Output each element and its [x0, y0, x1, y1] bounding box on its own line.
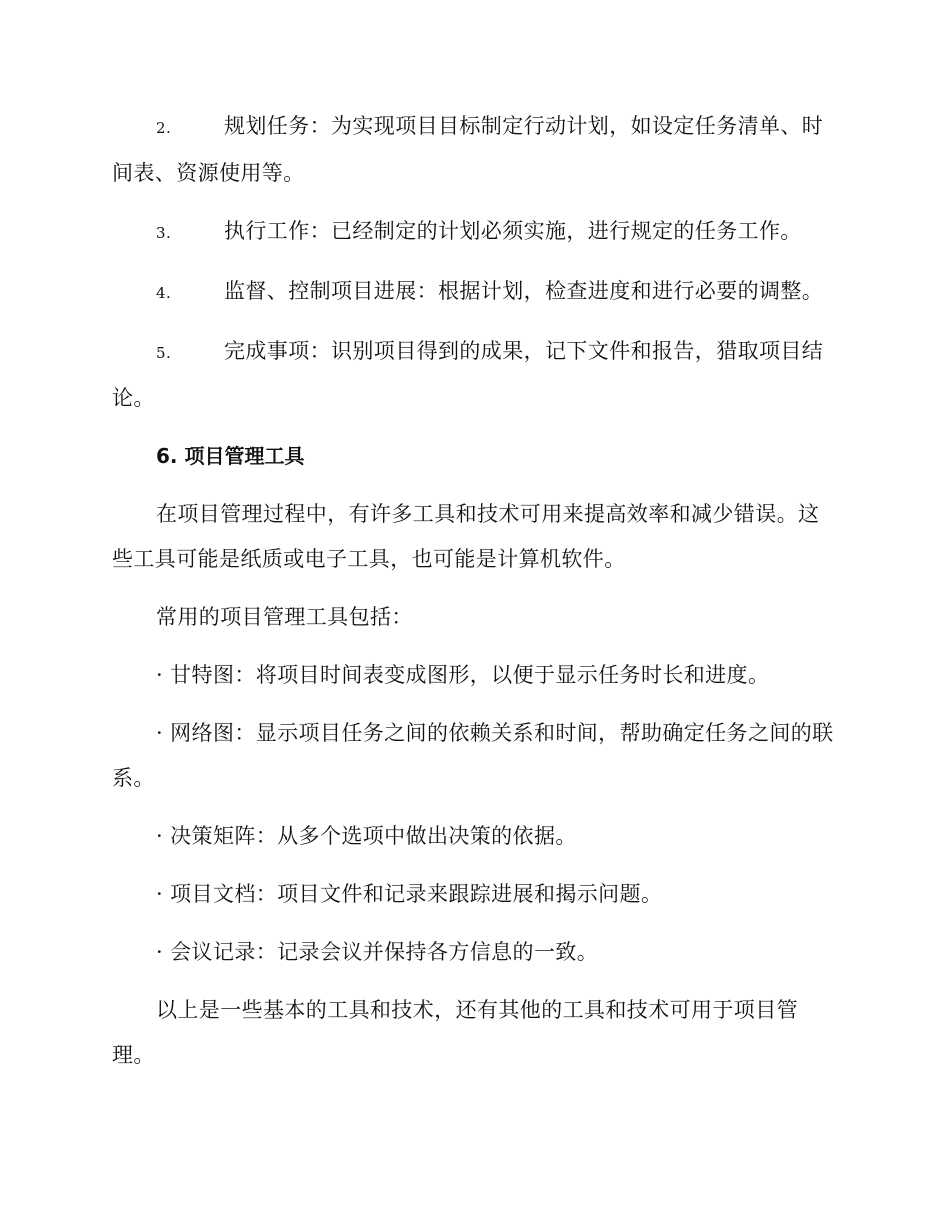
item-number: 3. [156, 224, 172, 242]
section-heading: 6. 项目管理工具 [156, 444, 305, 468]
numbered-item-5 [112, 329, 834, 421]
numbered-item-4 [112, 269, 834, 316]
bullet-decision-matrix: · 决策矩阵：从多个选项中做出决策的依据。 [156, 824, 577, 848]
item-text: 执行工作：已经制定的计划必须实施，进行规定的任务工作。 [224, 219, 802, 243]
bullet-project-documents: · 项目文档：项目文件和记录来跟踪进展和揭示问题。 [156, 882, 663, 906]
closing-paragraph: 以上是一些基本的工具和技术，还有其他的工具和技术可用于项目管理。 [112, 998, 798, 1067]
item-text: 完成事项：识别项目得到的成果，记下文件和报告，猎取项目结论。 [112, 339, 824, 410]
numbered-item-2 [112, 104, 834, 196]
tools-intro: 常用的项目管理工具包括： [156, 605, 413, 629]
item-number: 5. [156, 344, 172, 362]
item-text: 规划任务：为实现项目目标制定行动计划，如设定任务清单、时间表、资源使用等。 [112, 114, 824, 185]
item-number: 2. [156, 119, 172, 137]
item-text: 监督、控制项目进展：根据计划，检查进度和进行必要的调整。 [224, 279, 824, 303]
intro-paragraph: 在项目管理过程中，有许多工具和技术可用来提高效率和减少错误。这些工具可能是纸质或电子工具，也可能是计算机软件。 [112, 502, 820, 571]
bullet-network-diagram: · 网络图：显示项目任务之间的依赖关系和时间，帮助确定任务之间的联系。 [112, 721, 834, 790]
bullet-meeting-minutes: · 会议记录：记录会议并保持各方信息的一致。 [156, 940, 599, 964]
bullet-gantt-chart: · 甘特图：将项目时间表变成图形，以便于显示任务时长和进度。 [156, 663, 770, 687]
document-body [112, 104, 834, 1091]
item-number: 4. [156, 284, 172, 302]
numbered-item-3 [112, 209, 834, 256]
